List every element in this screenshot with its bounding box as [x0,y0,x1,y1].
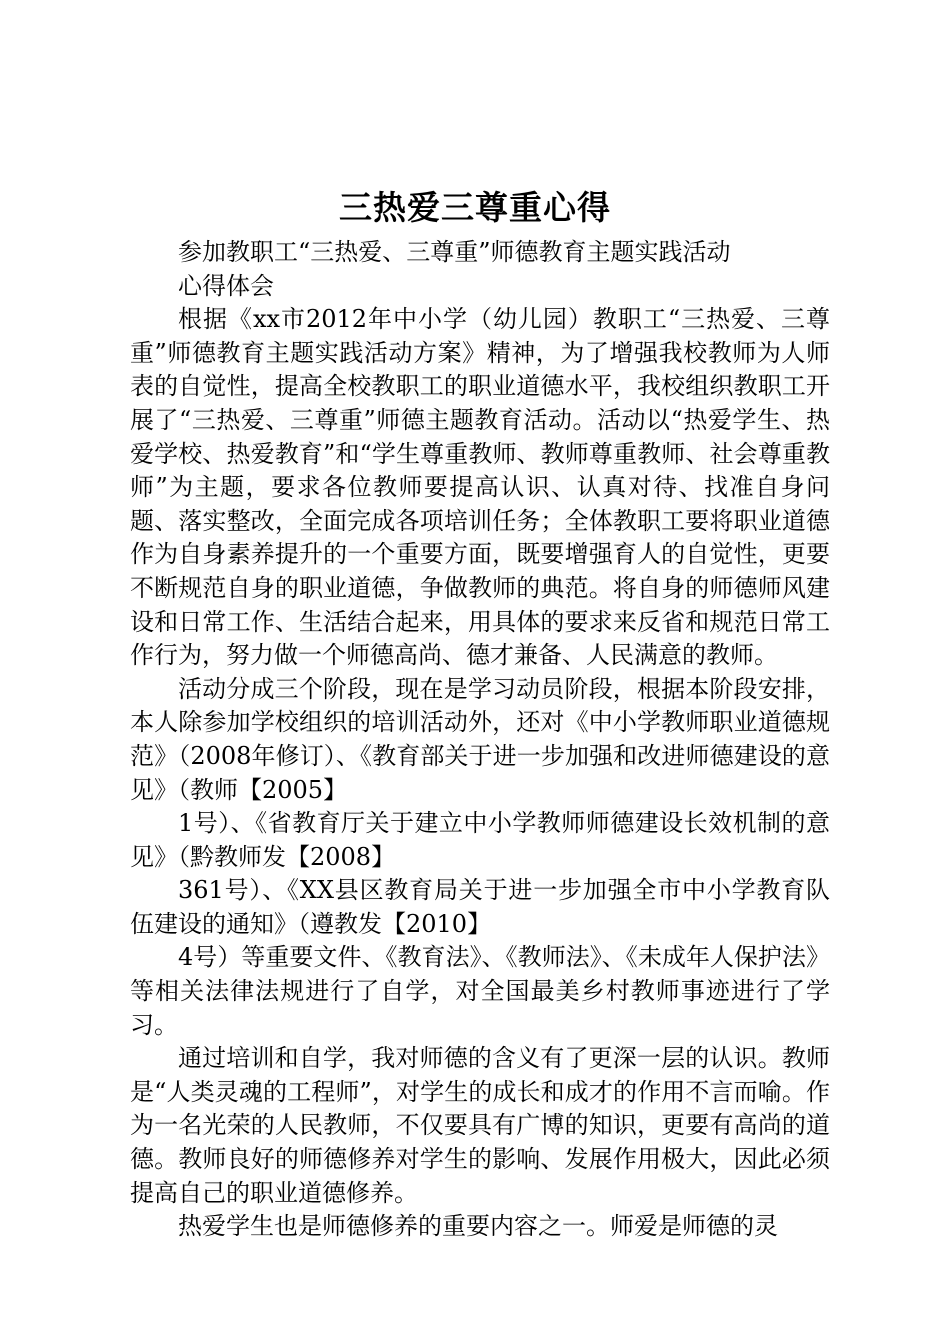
subtitle-line-2: 心得体会 [178,271,274,300]
body-paragraph: 活动分成三个阶段，现在是学习动员阶段，根据本阶段安排，本人除参加学校组织的培训活动外，还对《中小学教师职业道德规范》（2008年修订）、《教育部关于进一步加强和改进师德建设的意见》（教师【2005】 [130,674,830,804]
body-paragraph: 通过培训和自学，我对师德的含义有了更深一层的认识。教师是“人类灵魂的工程师”，对学生的成长和成才的作用不言而喻。作为一名光荣的人民教师，不仅要具有广博的知识，更要有高尚的道德。教师良好的师德修养对学生的影响、发展作用极大，因此必须提高自己的职业道德修养。 [130,1044,830,1207]
body-paragraph: 4号）等重要文件、《教育法》、《教师法》、《未成年人保护法》等相关法律法规进行了自学，对全国最美乡村教师事迹进行了学习。 [130,943,830,1039]
body-paragraph: 361号）、《XX县区教育局关于进一步加强全市中小学教育队伍建设的通知》（遵教发【2010】 [130,876,830,938]
body-paragraph: 热爱学生也是师德修养的重要内容之一。师爱是师德的灵 [178,1212,778,1241]
document-body [130,236,830,1244]
subtitle-line-1: 参加教职工“三热爱、三尊重”师德教育主题实践活动 [178,238,731,266]
body-paragraph: 1号）、《省教育厅关于建立中小学教师师德建设长效机制的意见》（黔教师发【2008】 [130,809,830,871]
body-paragraph: 根据《xx市2012年中小学（幼儿园）教职工“三热爱、三尊重”师德教育主题实践活动方案》精神，为了增强我校教师为人师表的自觉性，提高全校教职工的职业道德水平，我校组织教职工开展了“三热爱、三尊重”师德主题教育活动。活动以“热爱学生、热爱学校、热爱教育”和“学生尊重教师、教师尊重教师、社会尊重教师”为主题，要求各位教师要提高认识、认真对待、找准自身问题、落实整改，全面完成各项培训任务；全体教职工要将职业道德作为自身素养提升的一个重要方面，既要增强育人的自觉性，更要不断规范自身的职业道德，争做教师的典范。将自身的师德师风建设和日常工作、生活结合起来，用具体的要求来反省和规范日常工作行为，努力做一个师德高尚、德才兼备、人民满意的教师。 [130,305,830,670]
document-title: 三热爱三尊重心得 [339,188,611,227]
